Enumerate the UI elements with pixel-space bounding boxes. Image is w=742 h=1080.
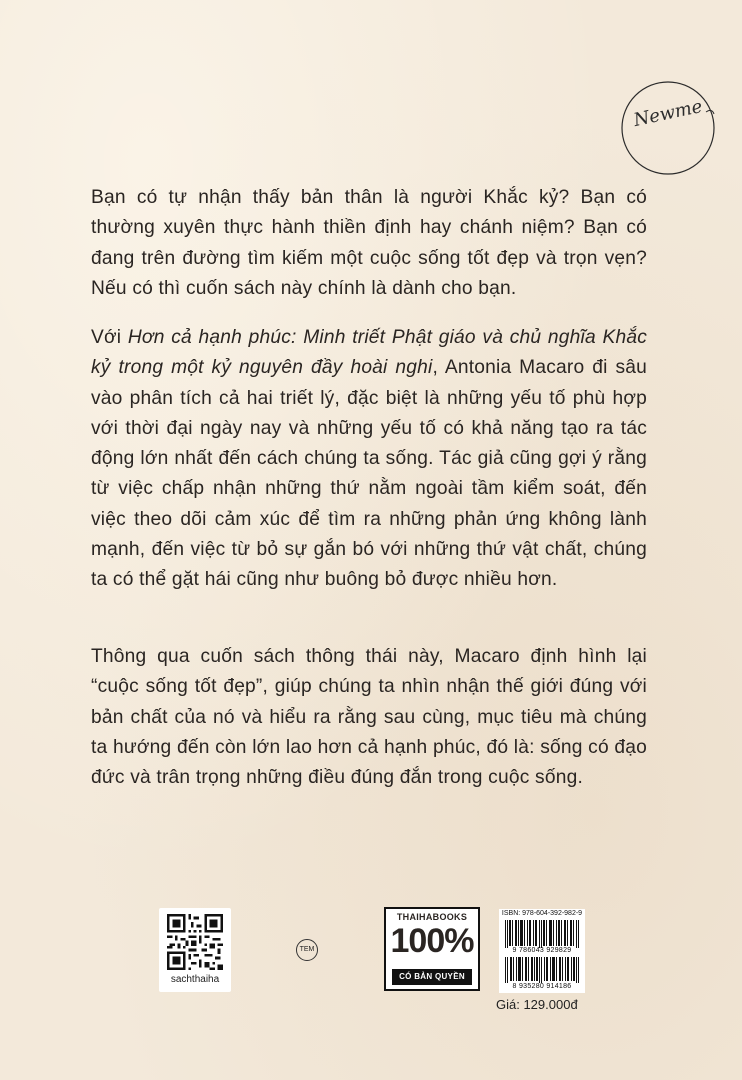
product-barcode-icon <box>503 957 581 983</box>
copyright-badge <box>384 907 480 991</box>
isbn-text: ISBN: 978-604-392-982-9 <box>501 910 583 917</box>
paragraph-2-rest: , Antonia Macaro đi sâu vào phân tích cả hai triết lý, đặc biệt là những yếu tố phù hợp với thời đại ngày nay và những yếu tố có khả năng tạo ra tác động lớn nhất đến cách chúng ta sống. Tác giả cũng gợi ý rằng từ việc chấp nhận những thứ nằm ngoài tầm kiểm soát, đến việc theo dõi cảm xúc để tìm ra những phản ứng không lành mạnh, đến việc từ bỏ sự gắn bó với những thứ vật chất, chúng ta có thể gặt hái cũng như buông bỏ được nhiều hơn. <box>91 357 647 591</box>
paragraph-2 <box>91 323 647 596</box>
barcode1-digits: 9 786043 929829 <box>512 947 572 954</box>
paragraph-1: Bạn có tự nhận thấy bản thân là người Khắc kỷ? Bạn có thường xuyên thực hành thiền định hay chánh niệm? Bạn có đang trên đường tìm kiếm một cuộc sống tốt đẹp và trọn vẹn? Nếu có thì cuốn sách này chính là dành cho bạn. <box>91 187 647 299</box>
isbn-barcode-icon <box>503 920 581 948</box>
newme-logo-text: Newme <box>631 96 705 131</box>
badge-text: CÓ BẢN QUYỀN <box>392 969 472 985</box>
barcode2-digits: 8 935280 914186 <box>512 983 572 990</box>
paragraph-2-prefix: Với <box>91 327 128 348</box>
paragraph-3: Thông qua cuốn sách thông thái này, Macaro định hình lại “cuộc sống tốt đẹp”, giúp chúng ta nhìn nhận thế giới đúng với bản chất của nó và hiểu ra rằng sau cùng, mục tiêu mà chúng ta hướng đến còn lớn lao hơn cả hạnh phúc, đó là: sống có đạo đức và trân trọng những điều đúng đắn trong cuộc sống. <box>91 646 647 789</box>
badge-brand: THAIHABOOKS <box>396 912 468 922</box>
badge-number: 100% <box>390 922 474 960</box>
qr-code-block[interactable] <box>159 908 231 992</box>
tem-stamp: TEM <box>296 939 318 961</box>
qr-label: sachthaiha <box>170 974 220 985</box>
barcode-block <box>499 909 585 993</box>
book-title-italic: Hơn cả hạnh phúc: Minh triết Phật giáo và chủ nghĩa Khắc kỷ trong một kỷ nguyên đầy hoài nghi <box>91 327 647 379</box>
qr-code-icon <box>167 914 223 970</box>
price: Giá: 129.000đ <box>496 997 578 1012</box>
